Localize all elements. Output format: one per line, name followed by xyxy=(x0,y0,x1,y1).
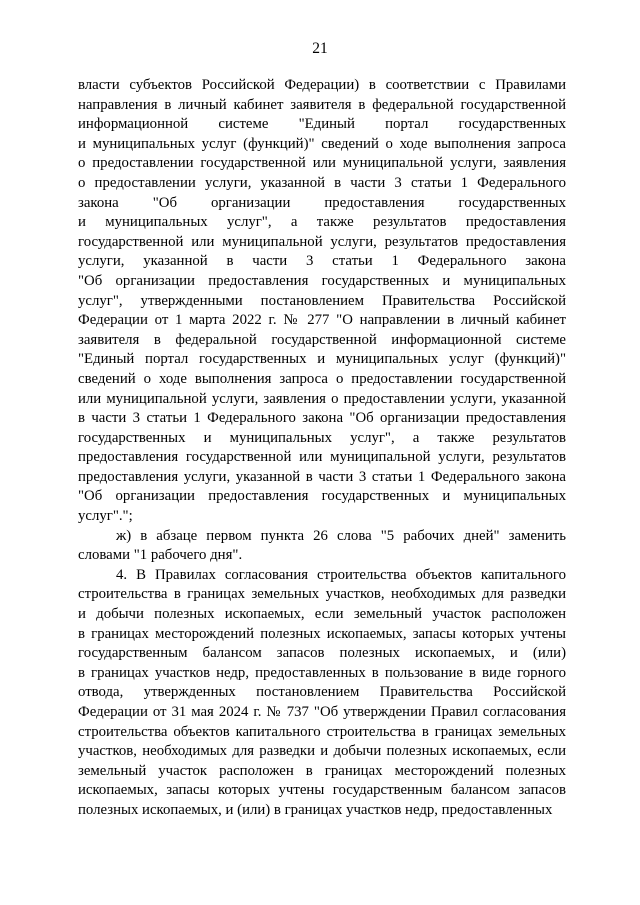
text-line: Федерации от 31 мая 2024 г. № 737 "Об утверждении Правил согласования xyxy=(78,704,566,720)
text-line: и муниципальных услуг (функций)" сведений о ходе выполнения запроса xyxy=(78,135,566,152)
text-line: и муниципальных услуг", а также результатов предоставления xyxy=(78,214,566,231)
text-line: "Об организации предоставления государственных и муниципальных xyxy=(78,272,566,289)
page-number: 21 xyxy=(312,40,328,57)
text-line: ж) в абзаце первом пункта 26 слова "5 рабочих дней" заменить xyxy=(116,527,566,544)
text-line: "Единый портал государственных и муниципальных услуг (функций)" xyxy=(78,351,566,368)
text-line: услуг"."; xyxy=(78,508,133,525)
text-line: о предоставлении услуги, указанной в части 3 статьи 1 Федерального xyxy=(78,174,566,191)
text-line: ископаемых, запасы которых учтены государственным балансом запасов xyxy=(78,782,566,799)
text-line: полезных ископаемых, и (или) в границах участков недр, предоставленных xyxy=(78,801,553,818)
text-line: государственной или муниципальной услуги, результатов предоставления xyxy=(78,233,566,250)
document-body xyxy=(78,76,566,821)
paragraph xyxy=(78,76,566,527)
text-line: закона "Об организации предоставления государственных xyxy=(78,194,566,211)
text-line: предоставления услуги, указанной в части 3 статьи 1 Федерального закона xyxy=(78,468,566,485)
text-line: в части 3 статьи 1 Федерального закона "Об организации предоставления xyxy=(78,410,566,427)
text-line: государственных и муниципальных услуг", а также результатов xyxy=(78,429,566,446)
text-line: услуг", утвержденными постановлением Правительства Российской xyxy=(78,292,566,309)
text-line: направления в личный кабинет заявителя в федеральной государственной xyxy=(78,96,566,113)
text-line: или муниципальной услуги, заявления о предоставлении услуги, указанной xyxy=(78,390,566,407)
text-line: информационной системе "Единый портал государственных xyxy=(78,116,566,133)
text-line: предоставления государственной или муниципальной услуги, результатов xyxy=(78,449,566,466)
paragraph xyxy=(78,566,566,821)
text-line: словами "1 рабочего дня". xyxy=(78,547,243,564)
text-line: земельный участок расположен в границах месторождений полезных xyxy=(78,762,566,779)
text-line: сведений о ходе выполнения запроса о предоставлении государственной xyxy=(78,370,566,387)
text-line: государственным балансом запасов полезных ископаемых, и (или) xyxy=(78,645,566,662)
text-line: услуги, указанной в части 3 статьи 1 Федерального закона xyxy=(78,253,566,270)
text-line: строительства объектов капитального строительства в границах земельных xyxy=(78,723,566,740)
text-line: "Об организации предоставления государственных и муниципальных xyxy=(78,488,566,505)
text-line: заявителя в федеральной государственной информационной системе xyxy=(78,331,566,348)
text-line: отвода, утвержденных постановлением Правительства Российской xyxy=(78,684,566,701)
text-line: Федерации от 1 марта 2022 г. № 277 "О направлении в личный кабинет xyxy=(78,312,566,329)
text-line: в границах месторождений полезных ископаемых, запасы которых учтены xyxy=(78,625,566,642)
text-line: участков, необходимых для разведки и добычи полезных ископаемых, если xyxy=(78,743,566,760)
text-line: строительства в границах земельных участков, необходимых для разведки xyxy=(78,586,566,603)
text-line: власти субъектов Российской Федерации) в соответствии с Правилами xyxy=(78,77,566,93)
text-line: и добычи полезных ископаемых, если земельный участок расположен xyxy=(78,606,566,623)
text-line: в границах участков недр, предоставленных в пользование в виде горного xyxy=(78,664,566,681)
text-line: о предоставлении государственной или муниципальной услуги, заявления xyxy=(78,155,566,172)
text-line: 4. В Правилах согласования строительства объектов капитального xyxy=(116,566,566,583)
paragraph xyxy=(78,527,566,566)
